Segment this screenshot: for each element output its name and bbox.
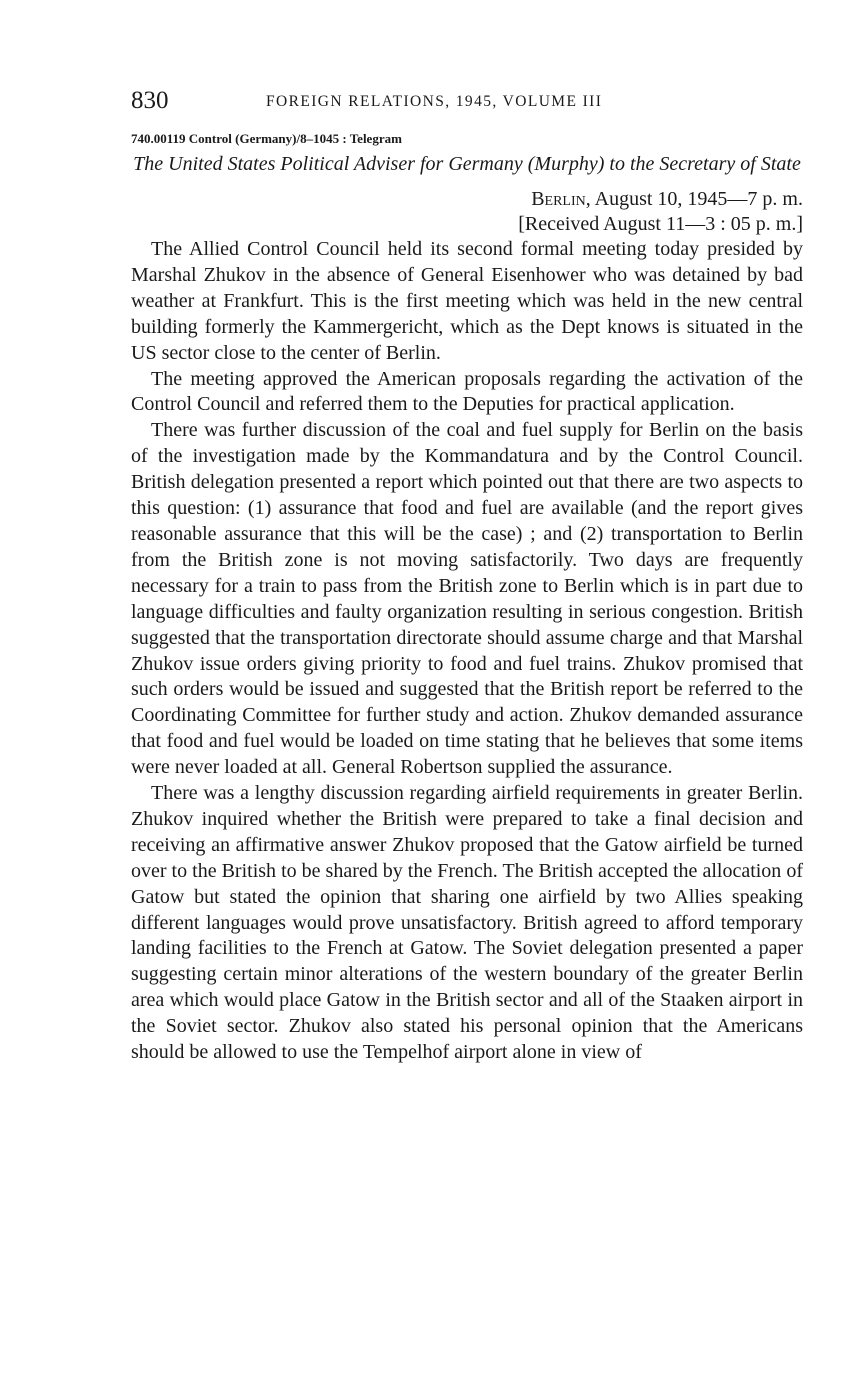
document-title: The United States Political Adviser for Germany (Murphy) to the Secretary of State bbox=[133, 153, 801, 175]
page-number: 830 bbox=[131, 87, 169, 114]
dateline-date: August 10, 1945—7 p. m. bbox=[590, 188, 803, 210]
dateline-place: Berlin, bbox=[531, 188, 591, 210]
dateline bbox=[131, 187, 803, 212]
paragraph-1: The Allied Control Council held its second formal meeting today presided by Marshal Zhukov in the absence of General Eisenhower who was detained by bad weather at Frankfurt. This is the first meeting which was held in the new central building formerly the Kammergericht, which as the Dept knows is situated in the US sector close to the center of Berlin. bbox=[131, 238, 803, 364]
running-header bbox=[131, 86, 803, 116]
telegram-body bbox=[131, 237, 803, 1066]
paragraph-2: The meeting approved the American proposals regarding the activation of the Control Council and referred them to the Deputies for practical application. bbox=[131, 367, 803, 416]
file-reference: 740.00119 Control (Germany)/8–1045 : Telegram bbox=[131, 131, 402, 146]
paragraph-4: There was a lengthy discussion regarding airfield requirements in greater Berlin. Zhukov inquired whether the British were prepared to take a final decision and receiving an affirmative answer Zhukov proposed that the Gatow airfield be turned over to the British to be shared by the French. The British accepted the allocation of Gatow but stated the opinion that sharing one airfield by two Allies speaking different languages would prove unsatisfactory. British agreed to afford temporary landing facilities to the French at Gatow. The Soviet delegation presented a paper suggesting certain minor alterations of the western boundary of the greater Berlin area which would place Gatow in the British sector and all of the Staaken airport in the Soviet sector. Zhukov also stated his personal opinion that the Americans should be allowed to use the Tempelhof airport alone in view of bbox=[131, 782, 803, 1064]
running-title: FOREIGN RELATIONS, 1945, VOLUME III bbox=[266, 93, 603, 110]
document-page bbox=[131, 86, 803, 1066]
paragraph-3: There was further discussion of the coal and fuel supply for Berlin on the basis of the investigation made by the Kommandatura and by the Control Council. British delegation presented a report which pointed out that there are two aspects to this question: (1) assurance that food and fuel are available (and the report gives reasonable assurance that this will be the case) ; and (2) transportation to Berlin from the British zone is not moving satisfactorily. Two days are frequently necessary for a train to pass from the British zone to Berlin which is in part due to language difficulties and faulty organization resulting in serious congestion. British suggested that the transportation directorate should assume charge and that Marshal Zhukov issue orders giving priority to food and fuel trains. Zhukov promised that such orders would be issued and suggested that the British report be referred to the Coordinating Committee for further study and action. Zhukov demanded assurance that food and fuel would be loaded on time stating that he believes that some items were never loaded at all. General Robertson supplied the assurance. bbox=[131, 419, 803, 779]
received-line: [Received August 11—3 : 05 p. m.] bbox=[518, 213, 803, 235]
